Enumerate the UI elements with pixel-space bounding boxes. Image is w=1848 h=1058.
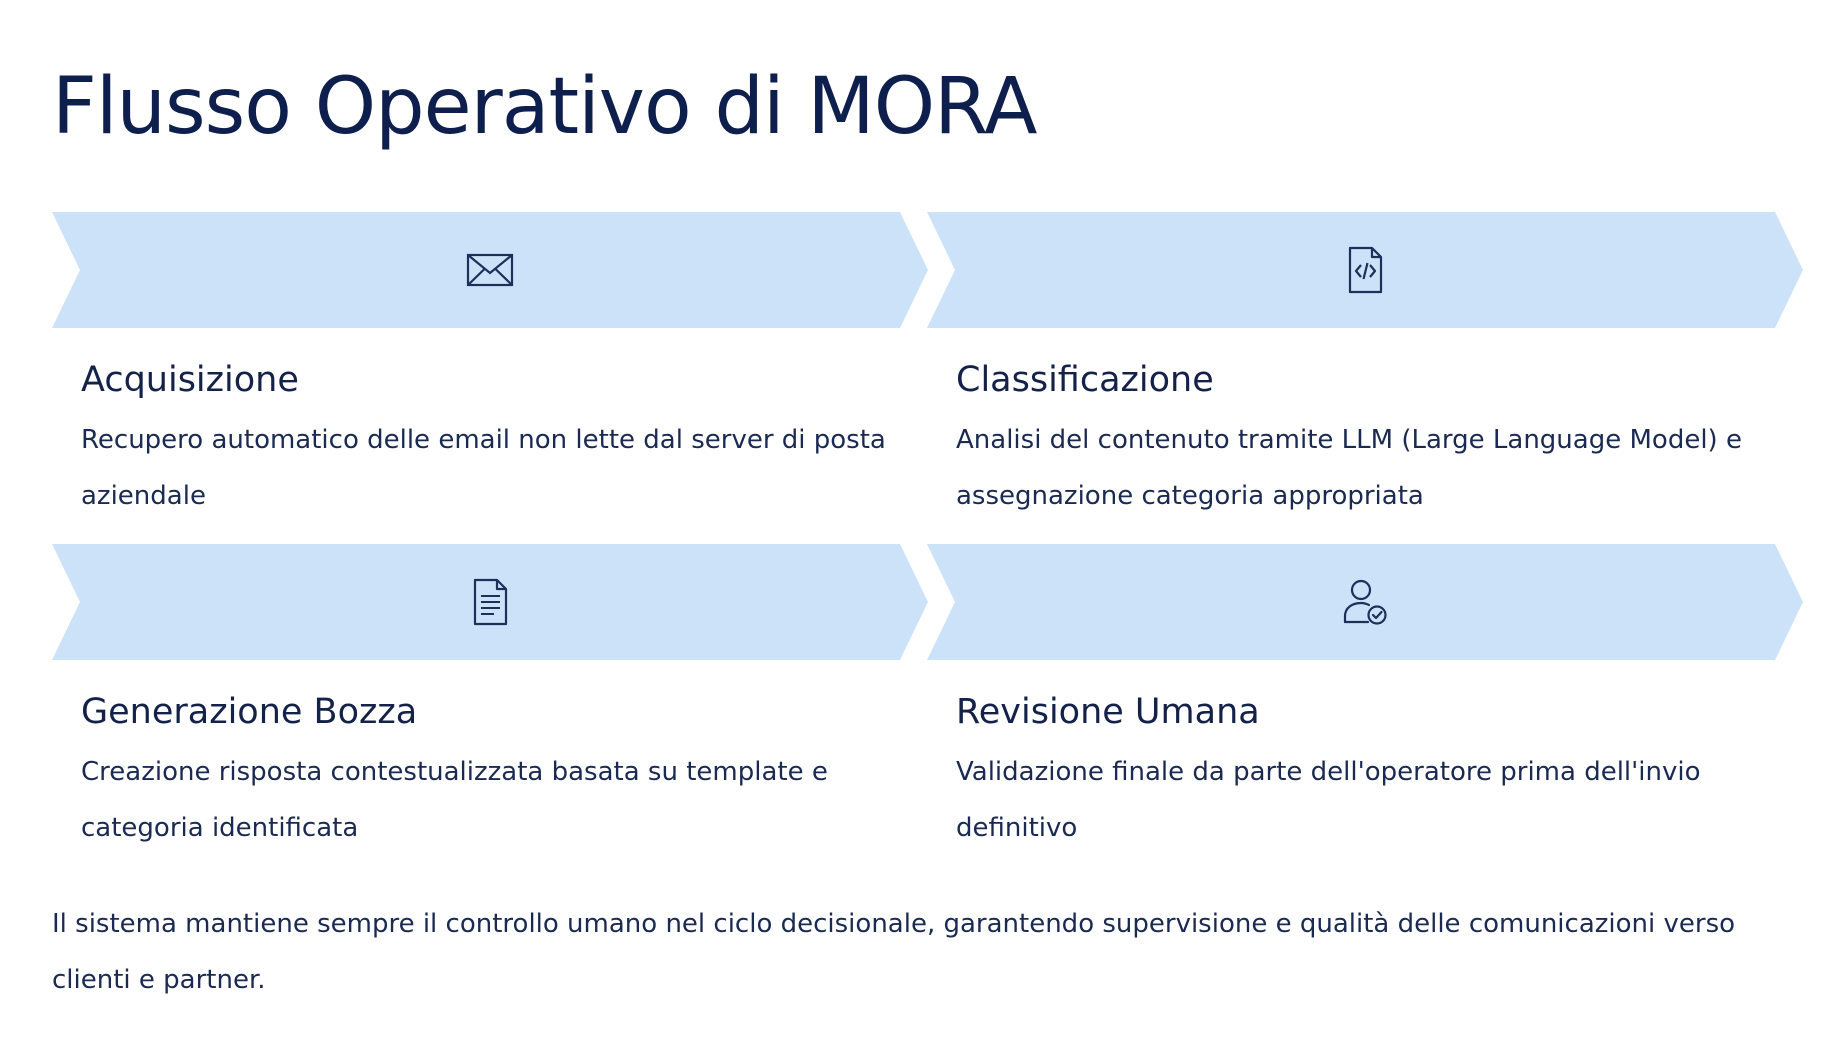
step-description: Validazione finale da parte dell'operatore prima dell'invio definitivo bbox=[956, 757, 1701, 843]
step-title: Revisione Umana bbox=[956, 692, 1260, 732]
chevron-banner bbox=[52, 212, 928, 328]
page-title: Flusso Operativo di MORA bbox=[52, 62, 1037, 152]
step-title: Acquisizione bbox=[81, 360, 299, 400]
chevron-banner bbox=[927, 212, 1803, 328]
footer-note: Il sistema mantiene sempre il controllo umano nel ciclo decisionale, garantendo supervisione e qualità delle comunicazioni verso clienti e partner. bbox=[52, 909, 1736, 995]
chevron-banner bbox=[927, 544, 1803, 660]
document-icon bbox=[466, 578, 514, 626]
step-title: Classificazione bbox=[956, 360, 1214, 400]
step-description: Recupero automatico delle email non lette dal server di posta aziendale bbox=[81, 425, 886, 511]
envelope-icon bbox=[466, 246, 514, 294]
step-title: Generazione Bozza bbox=[81, 692, 418, 732]
step-description: Creazione risposta contestualizzata basata su template e categoria identificata bbox=[81, 757, 828, 843]
step-description: Analisi del contenuto tramite LLM (Large Language Model) e assegnazione categoria appropriata bbox=[956, 425, 1742, 511]
chevron-banner bbox=[52, 544, 928, 660]
user-check-icon bbox=[1341, 578, 1389, 626]
code-file-icon bbox=[1341, 246, 1389, 294]
